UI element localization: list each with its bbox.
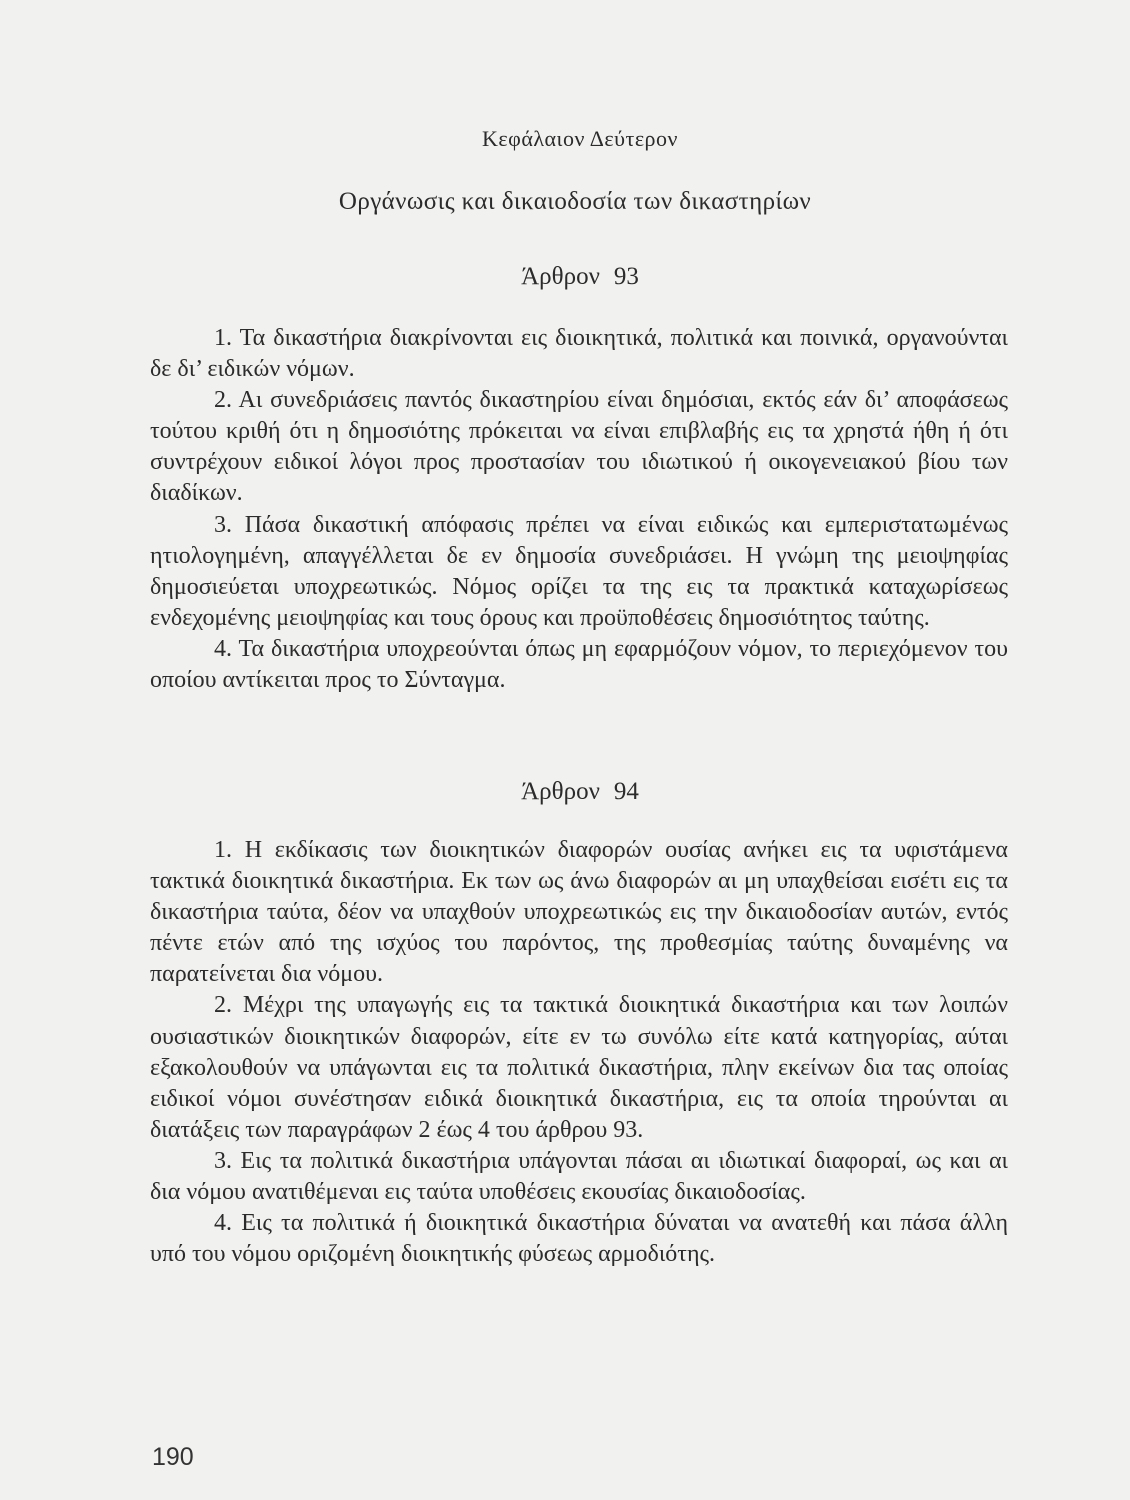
paragraph: 4. Τα δικαστήρια υποχρεούνται όπως μη εφαρμόζουν νόμον, το περιεχόμενον του οποίου αντίκειται προς το Σύνταγμα. [150,635,1008,694]
article-93-heading [0,263,1130,291]
article-94-body [150,835,1008,1270]
paragraph: 4. Εις τα πολιτικά ή διοικητικά δικαστήρια δύναται να ανατεθή και πάσα άλλη υπό του νόμου οριζομένη διοικητικής φύσεως αρμοδιότης. [150,1210,1008,1268]
paragraph: 3. Εις τα πολιτικά δικαστήρια υπάγονται πάσαι αι ιδιωτικαί διαφοραί, ως και αι δια νόμου ανατιθέμεναι εις ταύτα υποθέσεις εκουσίας δικαιοδοσίας. [150,1147,1008,1206]
chapter-title: Κεφάλαιον Δεύτερον [482,126,678,151]
paragraph: 3. Πάσα δικαστική απόφασις πρέπει να είναι ειδικώς και εμπεριστατωμένως ητιολογημένη, απαγγέλλεται δε εν δημοσία συνεδριάσει. Η γνώμη της μειοψηφίας δημοσιεύεται υποχρεωτικώς. Νόμος ορίζει τα της εις τα πρακτικά καταχωρίσεως ενδεχομένης μειοψηφίας και τους όρους και προϋποθέσεις δημοσιότητος ταύτης. [150,511,1008,631]
paragraph: 2. Μέχρι της υπαγωγής εις τα τακτικά διοικητικά δικαστήρια και των λοιπών ουσιαστικών διοικητικών διαφορών, είτε εν τω συνόλω είτε κατά κατηγορίας, αύται εξακολουθούν να υπάγωνται εις τα πολιτικά δικαστήρια, πλην εκείνων δια τας οποίας ειδικοί νόμοι συνέστησαν ειδικά διοικητικά δικαστήρια, εις τα οποία τηρούνται αι διατάξεις των παραγράφων 2 έως 4 του άρθρου 93. [150,992,1008,1143]
article-label: Άρθρον [521,778,600,805]
article-93-body [150,323,1008,696]
paragraph: 2. Αι συνεδριάσεις παντός δικαστηρίου είναι δημόσιαι, εκτός εάν δι’ αποφάσεως τούτου κριθή ότι η δημοσιότης πρόκειται να είναι επιβλαβής εις τα χρηστά ήθη ή ότι συντρέχουν ειδικοί λόγοι προς προστασίαν του ιδιωτικού ή οικογενειακού βίου των διαδίκων. [150,387,1008,507]
article-94-heading [0,778,1130,806]
page-number: 190 [152,1443,194,1471]
article-number: 94 [613,778,639,805]
article-number: 93 [613,263,639,290]
paragraph: 1. Τα δικαστήρια διακρίνονται εις διοικητικά, πολιτικά και ποινικά, οργανούνται δε δι’ ειδικών νόμων. [150,325,1008,383]
section-title: Οργάνωσις και δικαιοδοσία των δικαστηρίων [338,188,812,215]
paragraph: 1. Η εκδίκασις των διοικητικών διαφορών ουσίας ανήκει εις τα υφιστάμενα τακτικά διοικητικά δικαστήρια. Εκ των ως άνω διαφορών αι μη υπαχθείσαι εισέτι εις τα δικαστήρια ταύτα, δέον να υπαχθούν υποχρεωτικώς εις την δικαιοδοσίαν αυτών, εντός πέντε ετών από της ισχύος του παρόντος, της προθεσμίας ταύτης δυναμένης να παρατείνεται δια νόμου. [150,837,1008,988]
article-label: Άρθρον [521,263,600,290]
